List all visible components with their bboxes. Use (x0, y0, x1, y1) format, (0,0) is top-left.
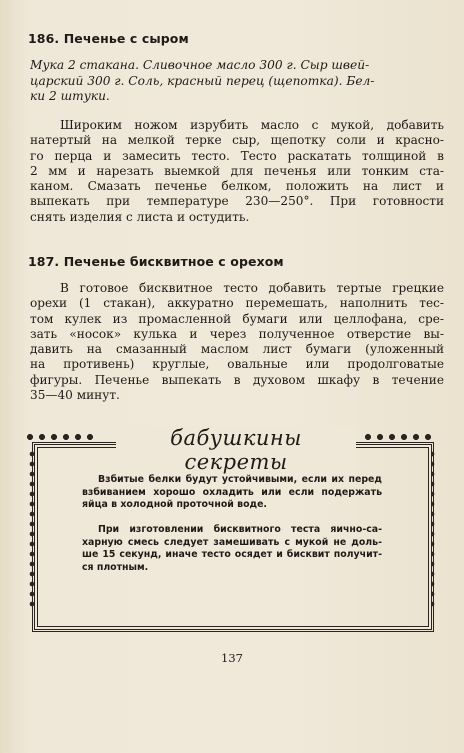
ingredients-line: царский 300 г. Соль, красный перец (щепотка). Бел- (30, 73, 375, 88)
text-line: на противень) круглые, овальные или продолговатые (30, 357, 444, 372)
text-line: орехи (1 стакан), аккуратно перемешать, наполнить тес- (30, 296, 444, 311)
ingredients-line: ки 2 штуки. (30, 89, 110, 103)
text-line: 35—40 минут. (30, 388, 120, 403)
recipe-187-heading: 187. Печенье бисквитное с орехом (28, 254, 284, 269)
text-line: давить на смазанный маслом лист бумаги (уложенный (30, 342, 444, 357)
text-line: В готовое бисквитное тесто добавить тертые грецкие (60, 281, 444, 295)
tip-line: При изготовлении бисквитного теста яично-са- (98, 524, 382, 535)
recipe-186-ingredients (30, 58, 440, 105)
tip-line: ся плотным. (82, 561, 149, 573)
tip-line: Взбитые белки будут устойчивыми, если их перед (98, 474, 382, 485)
text-line: том кулек из промасленной бумаги или целлофана, сре- (30, 311, 444, 326)
text-line: выпекать при температуре 230—250°. При готовности (30, 194, 444, 209)
secrets-tip-1 (82, 474, 382, 512)
text-line: снять изделия с листа и остудить. (30, 209, 250, 224)
text-line: фигуры. Печенье выпекать в духовом шкафу в течение (30, 372, 444, 387)
text-line: натертый на мелкой терке сыр, щепотку соли и красно- (30, 133, 444, 148)
text-line: 2 мм и нарезать выемкой для печенья или тонким ста- (30, 163, 444, 178)
text-line: Широким ножом изрубить масло с мукой, добавить (60, 118, 444, 132)
tip-line: ше 15 секунд, иначе тесто осядет и бисквит получит- (82, 549, 382, 561)
text-line: го перца и замесить тесто. Тесто раскатать толщиной в (30, 148, 444, 163)
ingredients-line: Мука 2 стакана. Сливочное масло 300 г. Сыр швей- (30, 58, 370, 72)
secrets-title: бабушкины секреты (116, 426, 356, 474)
page-number: 137 (221, 651, 243, 665)
secrets-tip-2 (82, 524, 382, 574)
text-line: зать «носок» кулька и через полученное отверстие вы- (30, 326, 444, 341)
secrets-box (24, 426, 440, 630)
recipe-187-text (30, 281, 444, 403)
tip-line: яйца в холодной проточной воде. (82, 499, 267, 511)
recipe-186-text (30, 118, 444, 225)
text-line: каном. Смазать печенье белком, положить на лист и (30, 179, 444, 194)
tip-line: взбиванием хорошо охладить или если подержать (82, 486, 382, 498)
tip-line: харную смесь следует замешивать с мукой не доль- (82, 536, 382, 548)
recipe-186-heading: 186. Печенье с сыром (28, 31, 189, 46)
